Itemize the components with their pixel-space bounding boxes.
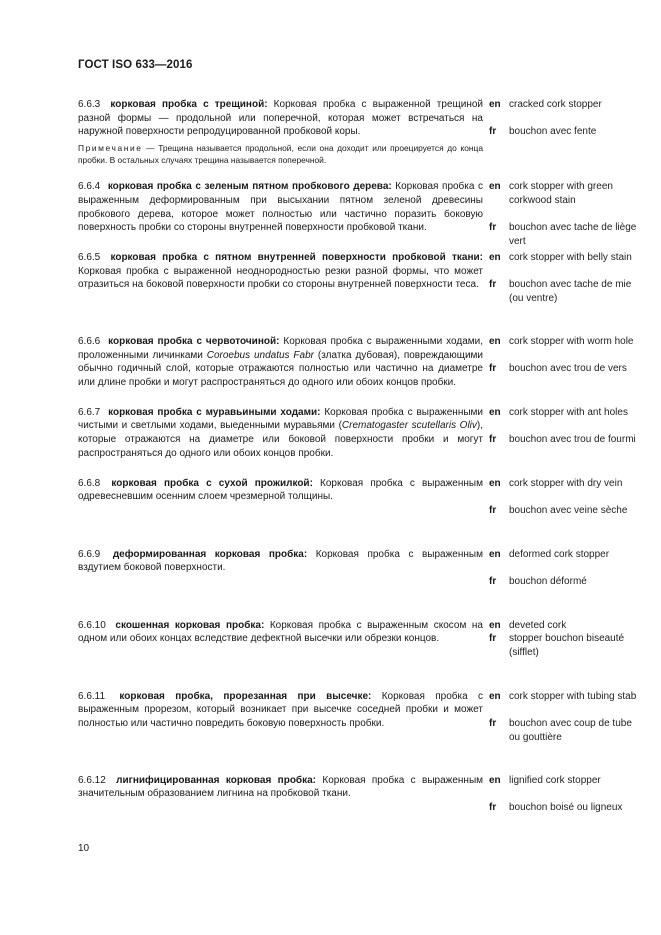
term-number: 6.6.12 (78, 774, 106, 786)
term-entry (78, 98, 638, 166)
translation-en-text: deformed cork stopper (509, 548, 610, 560)
lang-code-en: en (489, 99, 501, 110)
term-text: Корковая пробка с выраженными чистыми и светлыми ходами, выеденными муравьями ( (78, 406, 484, 432)
translation-fr-text: stopper bouchon biseauté (sifflet) (509, 633, 625, 658)
term-text: Корковая пробка с выраженным прорезом, который возникает при высечке соседней пробки и может полностью или частично повредить боковую поверхность пробки. (78, 690, 483, 729)
translation-en-text: cracked cork stopper (509, 99, 602, 110)
term-number: 6.6.8 (78, 477, 101, 489)
term-definition (78, 180, 483, 235)
term-definition (78, 335, 483, 390)
translations (489, 251, 639, 306)
translations (489, 774, 639, 815)
translation-en (489, 98, 639, 125)
term-entry (78, 251, 638, 319)
term-entry (78, 335, 638, 390)
translations (489, 619, 639, 660)
term-name: корковая пробка с червоточиной: (108, 335, 280, 347)
term-number: 6.6.7 (78, 406, 101, 418)
lang-code-fr: fr (489, 717, 497, 729)
lang-code-en: en (489, 548, 501, 560)
term-number: 6.6.5 (78, 251, 101, 263)
translation-fr-text: bouchon avec tache de mie (ou ventre) (509, 279, 632, 305)
translations (489, 690, 639, 745)
translation-en-text: cork stopper with belly stain (509, 251, 632, 263)
lang-code-en: en (489, 335, 501, 347)
translation-en-text: cork stopper with worm hole (509, 335, 634, 347)
translation-en (489, 477, 639, 504)
term-entry (78, 180, 638, 247)
term-name: корковая пробка с муравьиными ходами: (108, 406, 321, 418)
translation-en (489, 406, 639, 433)
translation-fr-text: bouchon avec tache de liège vert (509, 222, 637, 247)
lang-code-fr: fr (489, 504, 497, 516)
term-definition (78, 406, 483, 461)
term-number: 6.6.3 (78, 99, 101, 110)
lang-code-en: en (489, 477, 501, 489)
translation-fr (489, 504, 639, 518)
term-name: корковая пробка с сухой прожилкой: (111, 477, 313, 489)
term-name: скошенная корковая пробка: (115, 619, 265, 631)
translation-en (489, 690, 639, 717)
term-name: корковая пробка, прорезанная при высечке: (119, 690, 372, 702)
lang-code-fr: fr (489, 801, 497, 813)
term-entry (78, 774, 638, 829)
term-definition (78, 98, 483, 139)
term-number: 6.6.10 (78, 619, 106, 631)
term-name: корковая пробка с зеленым пятном пробкового дерева: (107, 181, 392, 193)
lang-code-fr: fr (489, 575, 497, 587)
note-label: Примечание (78, 143, 143, 154)
term-entries (78, 98, 638, 845)
translation-fr (489, 221, 639, 248)
translation-fr-text: bouchon boisé ou ligneux (509, 801, 623, 813)
lang-code-fr: fr (489, 222, 497, 234)
term-entry (78, 477, 638, 532)
lang-code-fr: fr (489, 126, 497, 138)
translation-en (489, 548, 639, 575)
term-definition (78, 477, 483, 504)
translation-fr-text: bouchon avec trou de vers (509, 363, 627, 375)
term-text: Корковая пробка с выраженной неоднородностью резки разной формы, что может отразиться на боковой поверхности пробки со стороны внутренней поверхности теса. (78, 265, 483, 291)
document-header: ГОСТ ISO 633—2016 (78, 59, 193, 71)
translation-fr (489, 125, 639, 139)
term-definition (78, 619, 483, 646)
translation-fr (489, 801, 639, 815)
species-name: Crematogaster scutellaris Oliv (341, 420, 477, 432)
translation-fr-text: bouchon avec veine sèche (509, 504, 628, 516)
term-note (78, 142, 483, 166)
species-name: Coroebus undatus Fabr (206, 349, 314, 361)
term-entry (78, 619, 638, 674)
lang-code-fr: fr (489, 434, 497, 446)
term-definition (78, 251, 483, 292)
translation-en-text: cork stopper with dry vein (509, 477, 623, 489)
translations (489, 180, 639, 249)
term-number: 6.6.6 (78, 335, 101, 347)
lang-code-fr: fr (489, 279, 497, 291)
translation-en-text: cork stopper with tubing stab (509, 690, 637, 702)
translation-fr-text: bouchon avec trou de fourmi (509, 434, 636, 446)
translation-fr-text: bouchon avec fente (509, 126, 597, 138)
translation-fr (489, 278, 639, 305)
term-text: Корковая пробка с выраженным скосом на одном или обоих концах вследствие дефектной высечки или обрезки концов. (78, 619, 483, 645)
term-name: корковая пробка с трещиной: (110, 99, 268, 110)
lang-code-fr: fr (489, 363, 497, 375)
term-text: (златка дубовая), повреждающими обычно годичный слой, которые отражаются полностью или частично на диаметре или длине пробки и могут распространяться до одного или обоих концов пробки. (78, 349, 483, 389)
translations (489, 548, 639, 589)
term-text: Корковая пробка с выраженной трещиной разной формы — продольной или поперечной, которая может встречаться на наружной поверхности репродуцированной пробковой коры. (78, 99, 483, 138)
translation-en-text: deveted cork (509, 619, 567, 631)
term-text: Корковая пробка с выраженным одревесневшим осенним слоем чрезмерной толщины. (78, 477, 483, 503)
translations (489, 406, 639, 447)
translation-en-text: cork stopper with green corkwood stain (509, 181, 613, 206)
translations (489, 98, 639, 139)
term-entry (78, 690, 638, 758)
translation-fr-text: bouchon déformé (509, 575, 587, 587)
lang-code-en: en (489, 406, 501, 418)
translation-fr (489, 362, 639, 376)
term-text: Корковая пробка с выраженным вздутием боковой поверхности. (78, 548, 483, 574)
translation-fr (489, 433, 639, 447)
term-number: 6.6.4 (78, 181, 101, 193)
lang-code-en: en (489, 619, 501, 631)
translation-fr (489, 717, 639, 744)
lang-code-en: en (489, 774, 501, 786)
lang-code-en: en (489, 251, 501, 263)
translation-fr (489, 632, 639, 659)
translation-en-text: cork stopper with ant holes (509, 406, 628, 418)
term-text: Корковая пробка с выраженными ходами, проложенными личинками (78, 335, 484, 361)
term-number: 6.6.9 (78, 548, 101, 560)
term-definition (78, 548, 483, 575)
translations (489, 335, 639, 376)
translation-en-text: lignified cork stopper (509, 774, 601, 786)
page-number: 10 (78, 843, 90, 854)
term-entry (78, 406, 638, 461)
translation-en (489, 180, 639, 221)
term-entry (78, 548, 638, 603)
translation-en (489, 335, 639, 362)
translation-fr-text: bouchon avec coup de tube ou gouttière (509, 717, 632, 743)
term-text: Корковая пробка с выраженным значительным образованием лигнина на пробковой ткани. (78, 774, 484, 800)
lang-code-en: en (489, 181, 501, 193)
lang-code-en: en (489, 690, 501, 702)
translation-en (489, 619, 639, 633)
translation-en (489, 774, 639, 801)
term-text: ), которые отражаются на диаметре или боковой поверхности пробки и могут распространяться до одного или обоих концов пробки. (78, 420, 483, 459)
translation-fr (489, 575, 639, 589)
term-name: деформированная корковая пробка: (112, 548, 308, 560)
translation-en (489, 251, 639, 278)
term-text: Корковая пробка с выраженным деформированным при высыхании пятном зеленой древесины пробкового дерева, которое может полностью или частично поразить боковую поверхность пробки со стороны внутренней поверхности пробковой ткани. (78, 181, 484, 234)
note-text: — Трещина называется продольной, если она доходит или проецируется до конца пробки. В остальных случаях трещина называется поперечной. (78, 143, 483, 166)
term-definition (78, 690, 483, 731)
term-number: 6.6.11 (78, 690, 106, 702)
translations (489, 477, 639, 518)
lang-code-fr: fr (489, 633, 497, 645)
term-definition (78, 774, 483, 801)
term-name: лигнифицированная корковая пробка: (116, 774, 317, 786)
term-name: корковая пробка с пятном внутренней поверхности пробковой ткани: (110, 251, 483, 263)
